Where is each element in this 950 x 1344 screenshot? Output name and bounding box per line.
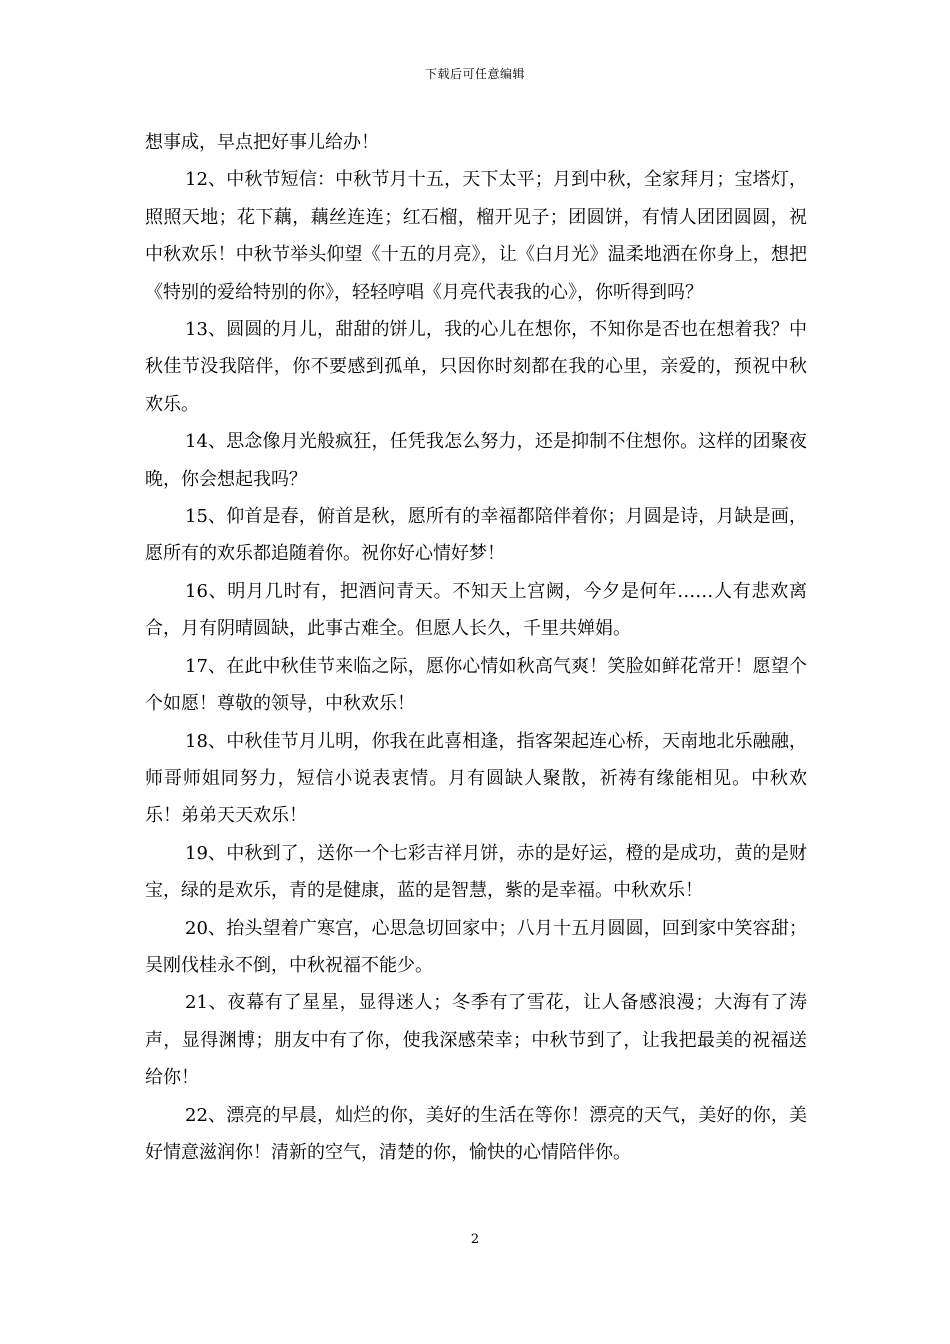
page-number: 2 [470, 1232, 480, 1247]
paragraph-22: 22、漂亮的早晨，灿烂的你，美好的生活在等你！漂亮的天气，美好的你，美好情意滋润你！清新的空气，清楚的你，愉快的心情陪伴你。 [145, 1104, 807, 1163]
paragraph-continuation: 想事成，早点把好事儿给办！ [145, 132, 379, 153]
paragraph-19: 19、中秋到了，送你一个七彩吉祥月饼，赤的是好运，橙的是成功，黄的是财宝，绿的是欢乐，青的是健康，蓝的是智慧，紫的是幸福。中秋欢乐！ [145, 842, 807, 902]
paragraph-13: 13、圆圆的月儿，甜甜的饼儿，我的心儿在想你，不知你是否也在想着我？中秋佳节没我陪伴，你不要感到孤单，只因你时刻都在我的心里，亲爱的，预祝中秋欢乐。 [145, 319, 807, 415]
paragraph-12: 12、中秋节短信：中秋节月十五，天下太平；月到中秋，全家拜月；宝塔灯，照照天地；花下藕，藕丝连连；红石榴，榴开见子；团圆饼，有情人团团圆圆，祝中秋欢乐！中秋节举头仰望《十五的月亮》，让《白月光》温柔地洒在你身上，想把《特别的爱给特别的你》，轻轻哼唱《月亮代表我的心》，你听得到吗？ [145, 169, 807, 303]
paragraph-14: 14、思念像月光般疯狂，任凭我怎么努力，还是抑制不住想你。这样的团聚夜晚，你会想起我吗？ [145, 431, 807, 490]
paragraph-15: 15、仰首是春，俯首是秋，愿所有的幸福都陪伴着你；月圆是诗，月缺是画，愿所有的欢乐都追随着你。祝你好心情好梦！ [145, 506, 807, 565]
page-header: 下载后可任意编辑 [424, 67, 525, 81]
paragraph-16: 16、明月几时有，把酒问青天。不知天上宫阙，今夕是何年……人有悲欢离合，月有阴晴圆缺，此事古难全。但愿人长久，千里共婵娟。 [145, 580, 807, 640]
paragraph-18: 18、中秋佳节月儿明，你我在此喜相逢，指客架起连心桥，天南地北乐融融，师哥师姐同努力，短信小说表衷情。月有圆缺人聚散，祈祷有缘能相见。中秋欢乐！弟弟天天欢乐！ [145, 730, 807, 827]
paragraph-21: 21、夜幕有了星星，显得迷人；冬季有了雪花，让人备感浪漫；大海有了涛声，显得渊博；朋友中有了你，使我深感荣幸；中秋节到了，让我把最美的祝福送给你！ [145, 992, 807, 1089]
document-body [145, 124, 807, 1171]
paragraph-20: 20、抬头望着广寒宫，心思急切回家中；八月十五月圆圆，回到家中笑容甜；吴刚伐桂永不倒，中秋祝福不能少。 [145, 917, 807, 976]
paragraph-17: 17、在此中秋佳节来临之际，愿你心情如秋高气爽！笑脸如鲜花常开！愿望个个如愿！尊敬的领导，中秋欢乐！ [145, 655, 807, 715]
